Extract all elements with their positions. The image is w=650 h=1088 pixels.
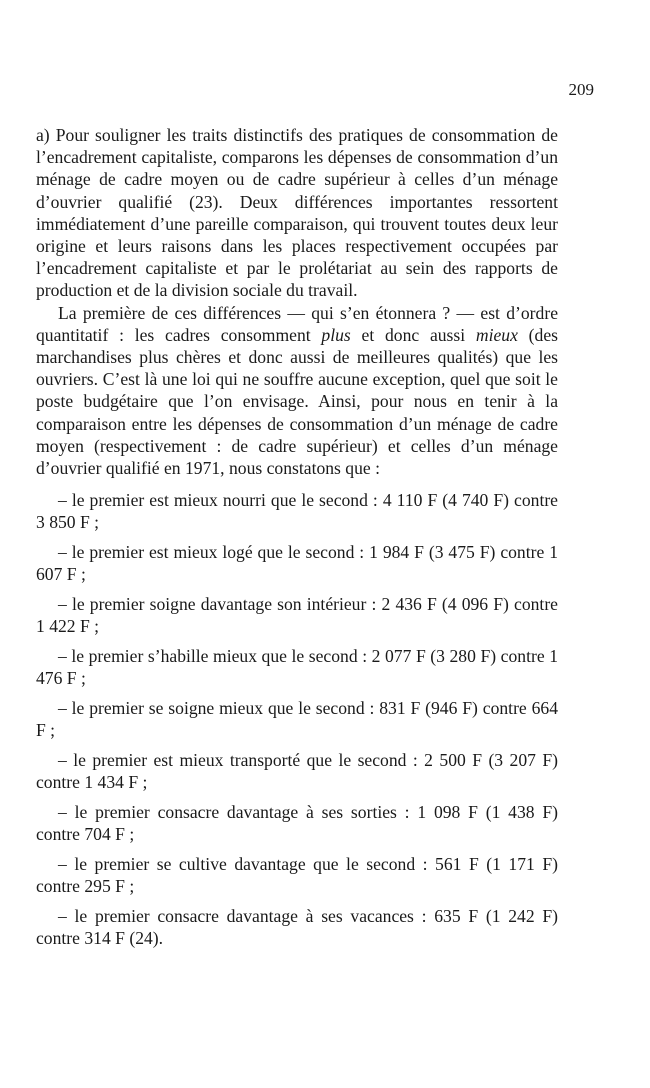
paragraph-text: et donc aussi [350, 324, 476, 345]
body-text [36, 124, 558, 957]
list-item: – le premier consacre davantage à ses sorties : 1 098 F (1 438 F) contre 704 F ; [36, 802, 558, 845]
page-number: 209 [568, 80, 594, 99]
list-item: – le premier consacre davantage à ses vacances : 635 F (1 242 F) contre 314 F (24). [36, 906, 558, 949]
list-item: – le premier se soigne mieux que le second : 831 F (946 F) contre 664 F ; [36, 698, 558, 741]
paragraph-text: La première de ces différences — qui s’en étonnera ? — est d’ordre quantitatif : les cadres consomment [36, 302, 558, 345]
list-item: – le premier soigne davantage son intérieur : 2 436 F (4 096 F) contre 1 422 F ; [36, 594, 558, 637]
list-item: – le premier est mieux nourri que le second : 4 110 F (4 740 F) contre 3 850 F ; [36, 490, 558, 533]
list-item: – le premier est mieux logé que le second : 1 984 F (3 475 F) contre 1 607 F ; [36, 542, 558, 585]
list-item: – le premier se cultive davantage que le second : 561 F (1 171 F) contre 295 F ; [36, 854, 558, 897]
list-item: – le premier est mieux transporté que le second : 2 500 F (3 207 F) contre 1 434 F ; [36, 750, 558, 793]
paragraph-first-difference [36, 302, 558, 480]
emphasis-mieux: mieux [475, 324, 518, 345]
paragraph-intro: a) Pour souligner les traits distinctifs des pratiques de consommation de l’encadrement capitaliste, comparons les dépenses de consommation d’un ménage de cadre moyen ou de cadre supérieur à celles d’un ménage d’ouvrier qualifié (23). Deux différences importantes ressortent immédiatement d’une pareille comparaison, qui trouvent toutes deux leur origine et leurs raisons dans les places respectivement occupées par l’encadrement capitaliste et par le prolétariat au sein des rapports de production et de la division sociale du travail. [36, 125, 558, 301]
list-item: – le premier s’habille mieux que le second : 2 077 F (3 280 F) contre 1 476 F ; [36, 646, 558, 689]
emphasis-plus: plus [321, 324, 351, 345]
expense-comparison-list [36, 489, 558, 949]
paragraph-text: (des marchandises plus chères et donc aussi de meilleures qualités) que les ouvriers. C’est là une loi qui ne souffre aucune exception, quel que soit le poste budgétaire que l’on envisage. Ainsi, pour nous en tenir à la comparaison entre les dépenses de consommation d’un ménage de cadre moyen (respectivement : de cadre supérieur) et celles d’un ménage d’ouvrier qualifié en 1971, nous constatons que : [36, 324, 558, 479]
